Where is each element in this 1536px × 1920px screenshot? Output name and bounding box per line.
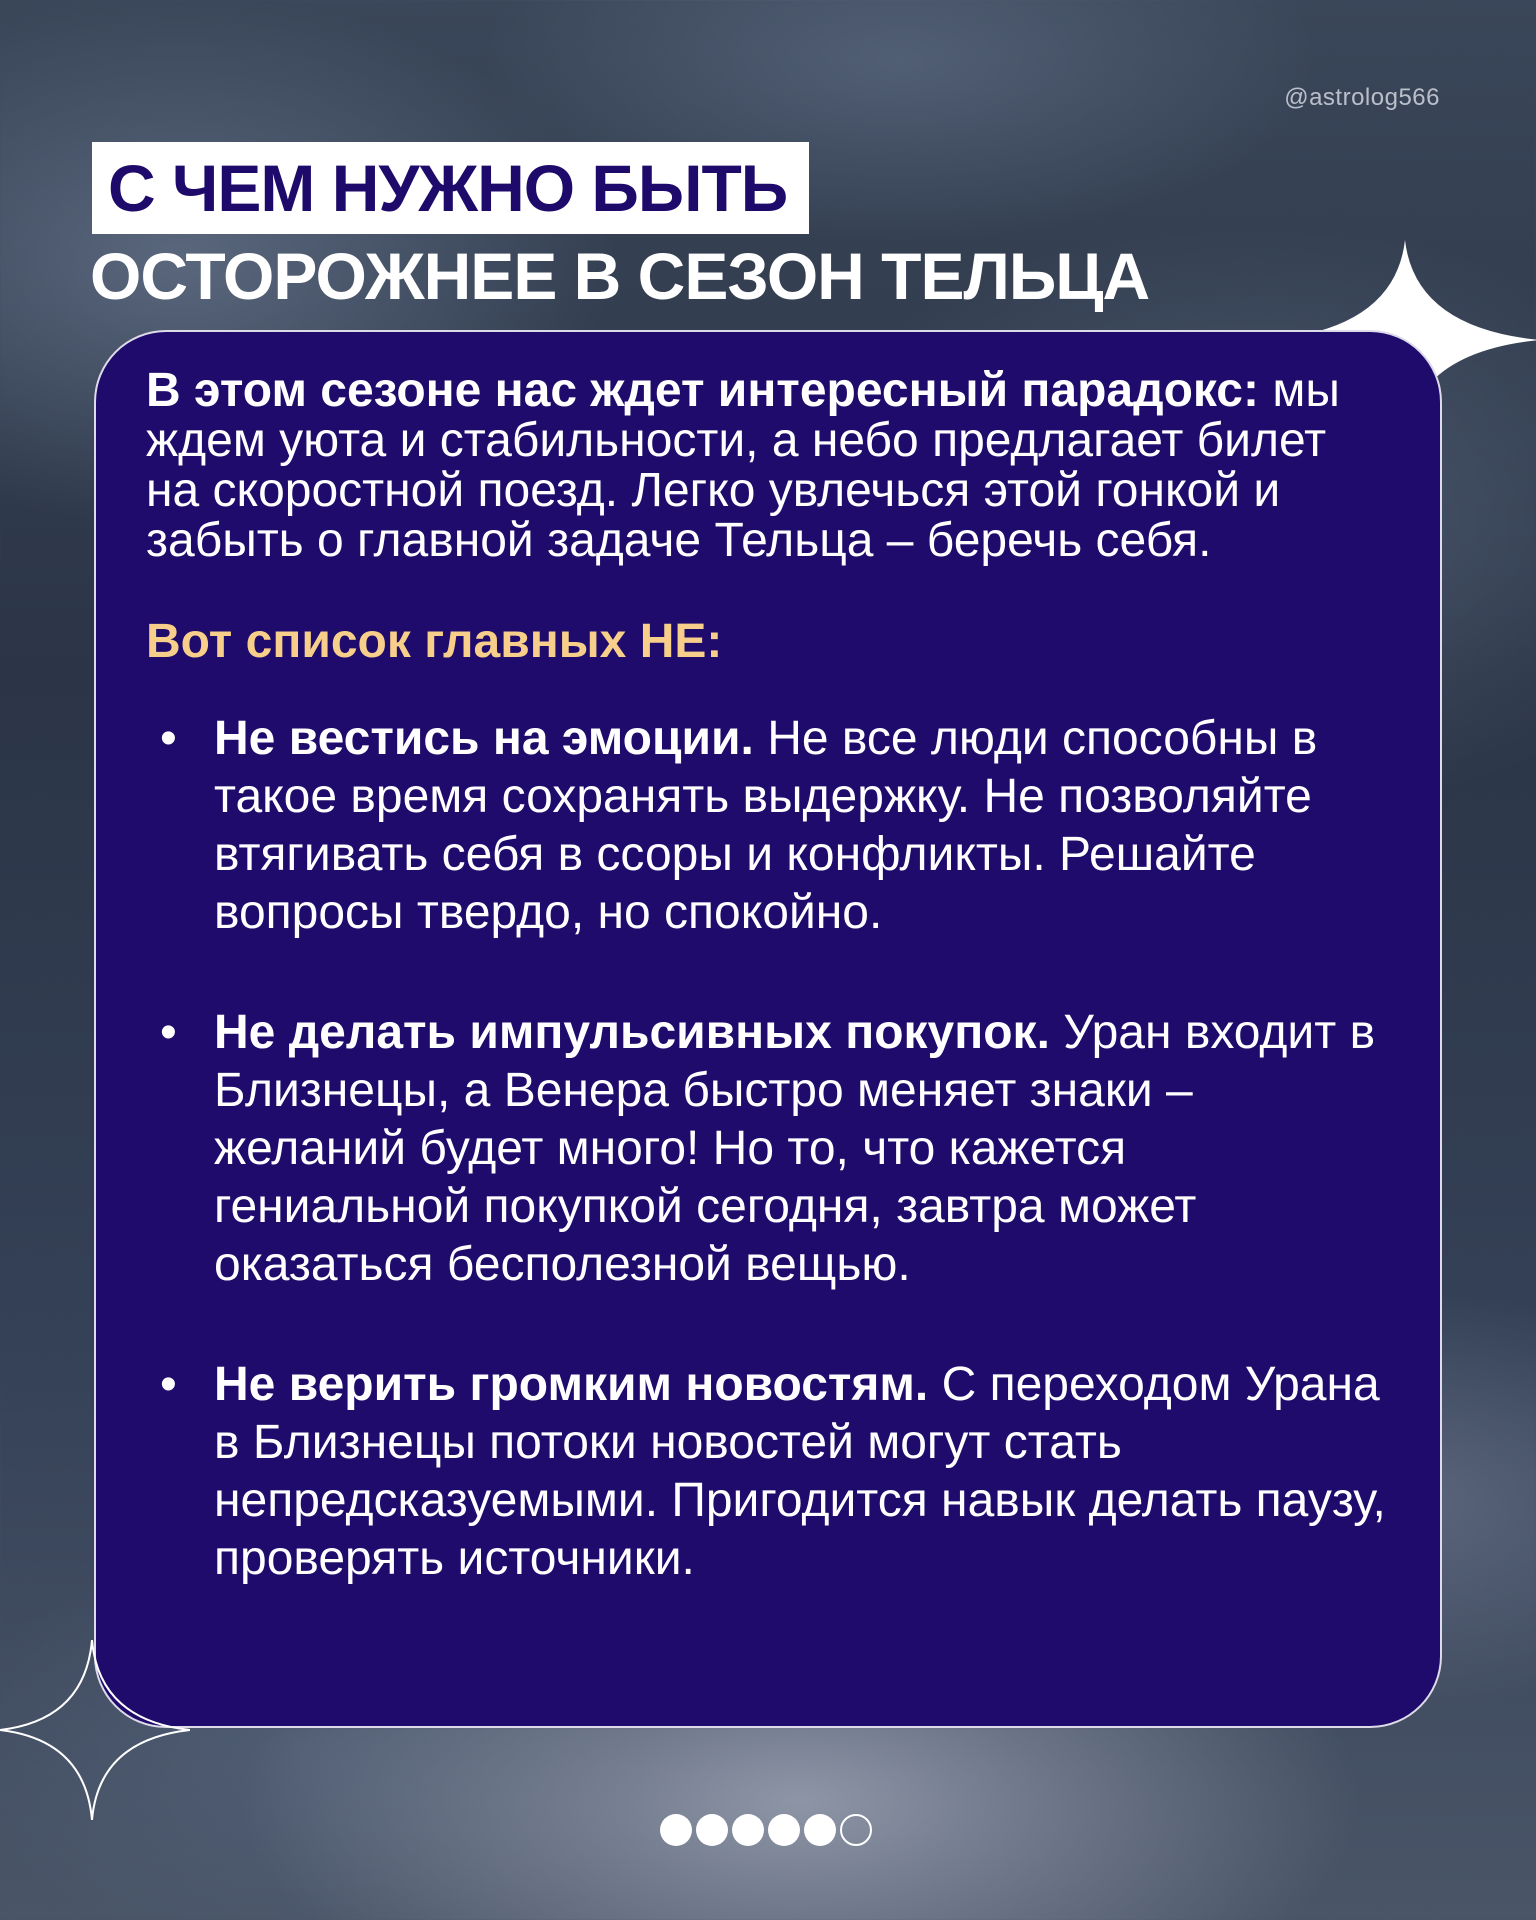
item-text: Не все люди способны в такое время сохранять выдержку. Не позволяйте втягивать себя в ссоры и конфликты. Решайте вопросы твердо, но спокойно.	[214, 712, 1318, 939]
bullet-icon: •	[160, 712, 177, 765]
author-handle: @astrolog566	[1284, 84, 1440, 111]
intro-lead: В этом сезоне нас ждет интересный парадокс:	[146, 364, 1259, 417]
page-dot-filled[interactable]	[696, 1814, 728, 1846]
content-card	[94, 330, 1442, 1728]
page-dot-filled[interactable]	[660, 1814, 692, 1846]
bullet-icon: •	[160, 1006, 177, 1059]
pagination-dots	[660, 1814, 872, 1846]
item-title: Не верить громким новостям.	[214, 1358, 929, 1411]
list-heading: Вот список главных НЕ:	[146, 615, 723, 668]
item-title: Не вестись на эмоции.	[214, 712, 754, 765]
item-title: Не делать импульсивных покупок.	[214, 1006, 1050, 1059]
title-line-1: С ЧЕМ НУЖНО БЫТЬ	[92, 142, 809, 234]
intro-paragraph	[146, 366, 1392, 566]
list-item	[146, 710, 1392, 942]
title-line-2: ОСТОРОЖНЕЕ В СЕЗОН ТЕЛЬЦА	[90, 239, 1150, 313]
bullet-icon: •	[160, 1358, 177, 1411]
item-text: С переходом Урана в Близнецы потоки новостей могут стать непредсказуемыми. Пригодится навык делать паузу, проверять источники.	[214, 1358, 1386, 1585]
page-dot-current[interactable]	[840, 1814, 872, 1846]
list-item	[146, 1004, 1392, 1294]
intro-text: мы ждем уюта и стабильности, а небо предлагает билет на скоростной поезд. Легко увлечься этой гонкой и забыть о главной задаче Тельца – беречь себя.	[146, 364, 1340, 567]
caution-list	[146, 710, 1392, 1588]
page-dot-filled[interactable]	[732, 1814, 764, 1846]
page-dot-filled[interactable]	[804, 1814, 836, 1846]
page-dot-filled[interactable]	[768, 1814, 800, 1846]
sparkle-outline-icon	[0, 1640, 190, 1820]
list-item	[146, 1356, 1392, 1588]
item-text: Уран входит в Близнецы, а Венера быстро меняет знаки – желаний будет много! Но то, что кажется гениальной покупкой сегодня, завтра может оказаться бесполезной вещью.	[214, 1006, 1376, 1291]
